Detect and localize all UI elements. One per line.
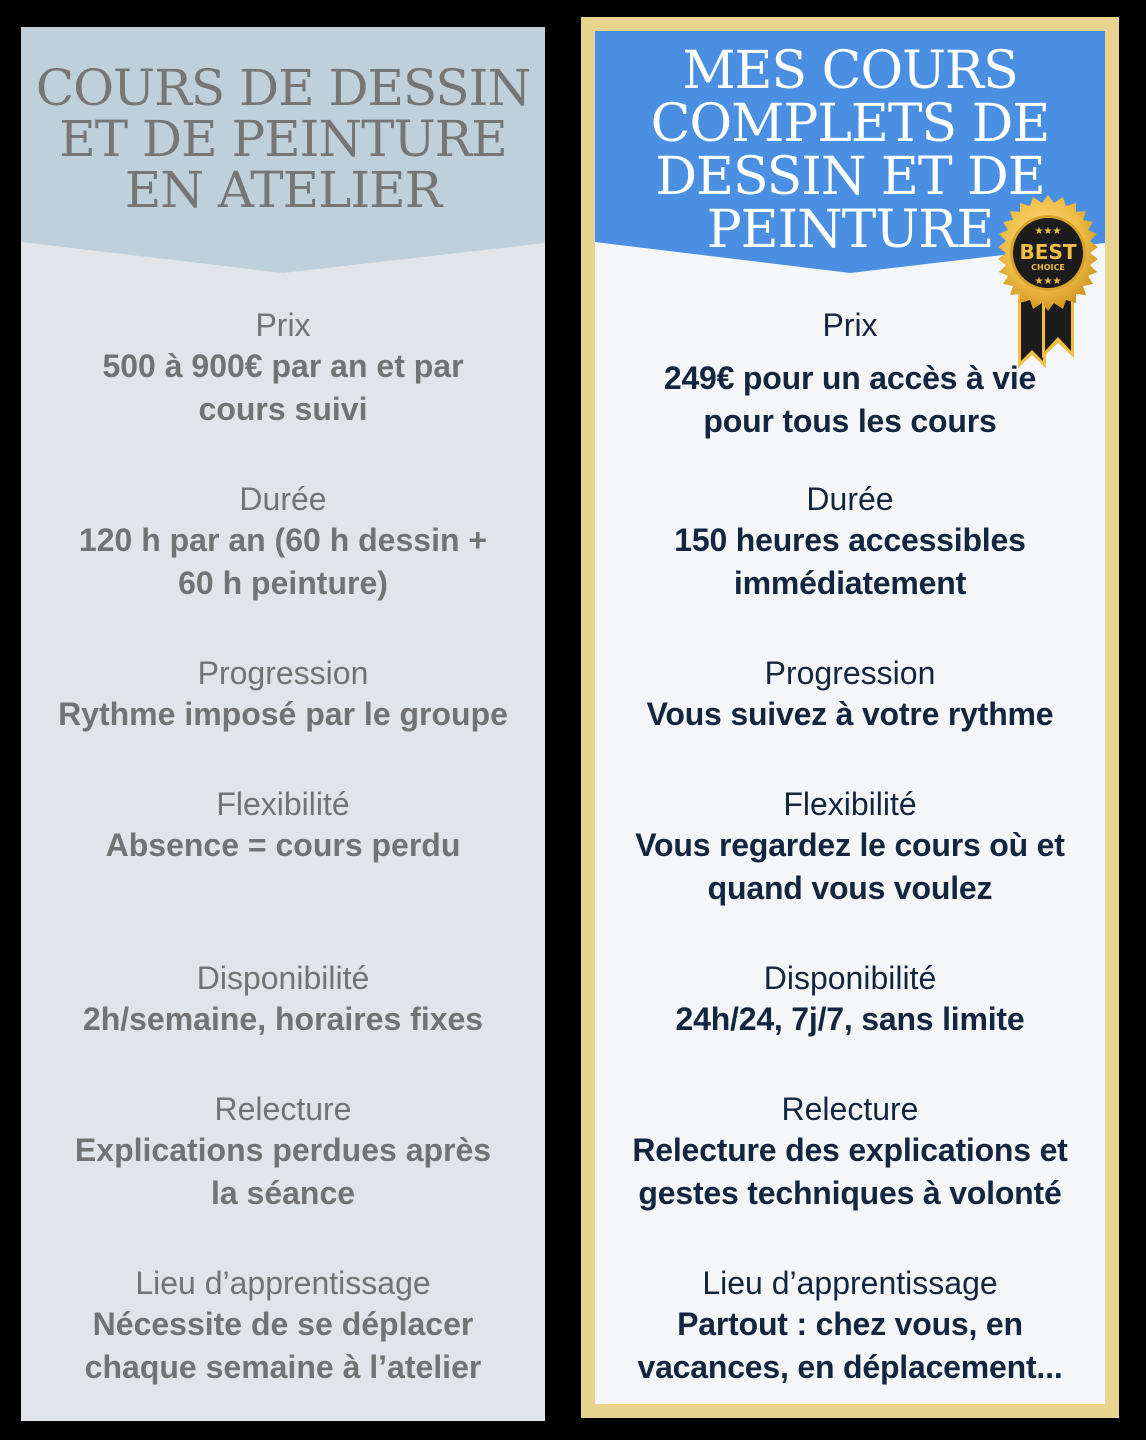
row-value: quand vous voulez [707, 870, 993, 906]
right-row-lieu [595, 1263, 1105, 1389]
row-value: la séance [210, 1175, 356, 1211]
left-column-title [21, 59, 545, 219]
left-row-flexibilite [21, 784, 545, 867]
row-value: Nécessite de se déplacer [92, 1306, 474, 1342]
row-label: Flexibilité [783, 786, 917, 822]
right-row-relecture [595, 1089, 1105, 1215]
row-value: Partout : chez vous, en [677, 1306, 1023, 1342]
left-comparison-column [21, 27, 545, 1421]
row-label: Progression [764, 655, 936, 691]
left-row-lieu [21, 1263, 545, 1389]
row-value: 60 h peinture) [178, 565, 388, 601]
row-label: Durée [239, 481, 327, 517]
row-value: Rythme imposé par le groupe [58, 696, 508, 732]
row-value: 249€ pour un accès à vie [663, 360, 1037, 396]
row-label: Disponibilité [763, 960, 937, 996]
right-title-line: MES COURS [682, 41, 1018, 101]
svg-text:CHOICE: CHOICE [1031, 263, 1065, 272]
left-title-line: COURS DE DESSIN [35, 59, 531, 117]
svg-text:BEST: BEST [1019, 240, 1077, 264]
row-label: Prix [822, 307, 878, 343]
row-value: chaque semaine à l’atelier [84, 1349, 482, 1385]
left-row-disponibilite [21, 958, 545, 1041]
row-value: 120 h par an (60 h dessin + [78, 522, 488, 558]
right-title-line: PEINTURE [706, 200, 994, 260]
row-label: Lieu d’apprentissage [702, 1265, 998, 1301]
left-title-line: ET DE PEINTURE [59, 110, 507, 168]
best-choice-award-icon [988, 193, 1110, 378]
row-value: Vous regardez le cours où et [635, 827, 1065, 863]
row-value: 24h/24, 7j/7, sans limite [675, 1001, 1025, 1037]
row-value: pour tous les cours [703, 403, 997, 439]
row-label: Relecture [781, 1091, 919, 1127]
row-label: Lieu d’apprentissage [135, 1265, 431, 1301]
row-label: Flexibilité [216, 786, 350, 822]
row-label: Durée [806, 481, 894, 517]
svg-text:★★★: ★★★ [1034, 226, 1062, 237]
row-value: cours suivi [198, 391, 368, 427]
right-title-line: COMPLETS DE [650, 94, 1050, 154]
left-row-prix [21, 305, 545, 431]
row-value: 2h/semaine, horaires fixes [82, 1001, 484, 1037]
left-title-line: EN ATELIER [124, 161, 442, 219]
right-row-progression [595, 653, 1105, 736]
row-value: Explications perdues après [74, 1132, 492, 1168]
row-value: gestes techniques à volonté [638, 1175, 1062, 1211]
svg-text:★★★: ★★★ [1034, 276, 1062, 287]
row-value: 500 à 900€ par an et par [102, 348, 464, 384]
row-value: Absence = cours perdu [105, 827, 461, 863]
row-value: vacances, en déplacement... [637, 1349, 1063, 1385]
row-value: 150 heures accessibles [674, 522, 1026, 558]
row-value: Relecture des explications et [632, 1132, 1068, 1168]
right-row-duree [595, 479, 1105, 605]
row-label: Prix [255, 307, 311, 343]
row-value: immédiatement [733, 565, 967, 601]
row-label: Progression [197, 655, 369, 691]
left-row-progression [21, 653, 545, 736]
row-label: Disponibilité [196, 960, 370, 996]
row-value: Vous suivez à votre rythme [646, 696, 1054, 732]
right-title-line: DESSIN ET DE [655, 147, 1045, 207]
left-column-header [21, 27, 545, 273]
right-row-flexibilite [595, 784, 1105, 910]
row-label: Relecture [214, 1091, 352, 1127]
left-row-relecture [21, 1089, 545, 1215]
right-row-disponibilite [595, 958, 1105, 1041]
left-row-duree [21, 479, 545, 605]
